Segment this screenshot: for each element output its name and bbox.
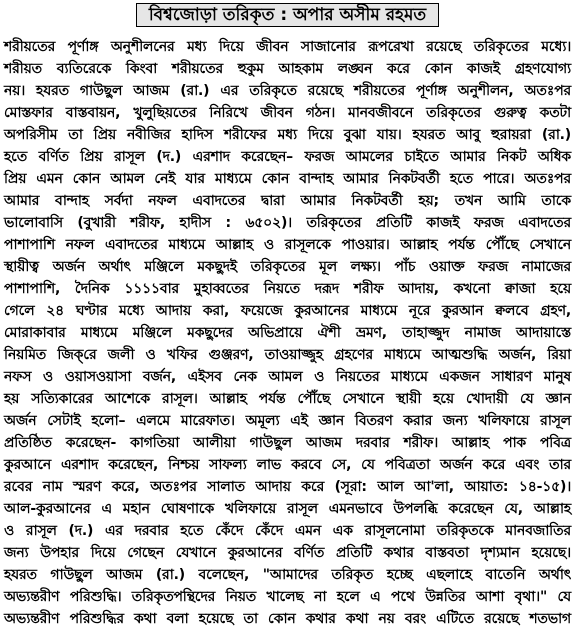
body-line: ও রাসূল (দ.) এর দরবার হতে কেঁদে কেঁদে এমন এক রাসূলনোমা তরিকৃতকে মানবজাতির [4, 523, 571, 539]
body-line: অভ্যন্তরীণ পরিশুদ্ধির কথা বলা হয়েছে তা কোন কথার কথা নয় বরং এটিতে রয়েছে শতভাগ [4, 611, 571, 627]
body-line: হতে বর্ণিত প্রিয় রাসূল (দ.) এরশাদ করেছেন– ফরজ আমলের চাইতে আমার নিকট অধিক [4, 149, 571, 165]
body-line: শরীয়ত ব্যতিরেকে কিংবা শরীয়তের হুকুম আহকাম লঙ্ঘন করে কোন কাজই গ্রহণযোগ্য [4, 61, 571, 77]
body-line: হযরত গাউছুল আজম (রা.) বলেছেন, "আমাদের তরিকৃত হচ্ছে এছলাহে বাতেনি অর্থাৎ [4, 567, 571, 583]
body-line: অভ্যন্তরীণ পরিশুদ্ধি। তরিকৃতপন্থিদের নিয়ত খালেছ না হলে এ পথে উন্নতির আশা বৃথা।" যে [4, 589, 571, 605]
body-line: শরীয়তের পূর্ণাঙ্গ অনুশীলনের মধ্য দিয়ে জীবন সাজানোর রূপরেখা রয়েছে তরিকৃতের মধ্যে। [4, 39, 571, 55]
headline: বিশ্বজোড়া তরিকৃত : অপার অসীম রহমত [136, 3, 439, 27]
body-line: মোরাকাবার মাধ্যমে মঞ্জিলে মকছুদের অভিপ্রায়ে ঐশী ভ্রমণ, তাহাজ্জুদ নামাজ আদায়াস্তে [4, 325, 571, 341]
body-line: নয়। হযরত গাউছুল আজম (রা.) এর তরিকৃতে রয়েছে শরীয়তের পূর্ণাঙ্গ অনুশীলন, অতঃপর [4, 83, 571, 99]
headline-container [0, 0, 575, 30]
body-line: আল-কুরআনের এ মহান ঘোষণাকে খলিফায়ে রাসূল এমনভাবে উপলব্ধি করেছেন যে, আল্লাহ [4, 501, 571, 517]
body-line: গেলে ২৪ ঘণ্টার মধ্যে আদায় করা, ফয়েজে কুরআনের মাধ্যমে নূরে কুরআন ক্বলবে গ্রহণ, [4, 303, 571, 319]
body-line: স্থায়ীত্ব অর্জন অর্থাৎ মঞ্জিলে মকছুদই তরিকৃতের মূল লক্ষ্য। পাঁচ ওয়াক্ত ফরজ নামাজের [4, 259, 571, 275]
body-line: প্রিয় এমন কোন আমল নেই যার মাধ্যমে কোন বান্দাহ আমার নিকটবর্তী হতে পারে। অতঃপর [4, 171, 571, 187]
body-line: নিয়মিত জিক্‌রে জলী ও খফির গুঞ্জরণ, তাওয়াজ্জুহ গ্রহণের মাধ্যমে আত্মশুদ্ধি অর্জন, রিয়া [4, 347, 571, 363]
body-line: পাশাপাশি নফল এবাদতের মাধ্যমে আল্লাহ ও রাসূলকে পাওয়ার। আল্লাহ পর্যন্ত পৌঁছে সেখানে [4, 237, 571, 253]
body-line: ভালোবাসি (বুখারী শরীফ, হাদীস : ৬৫০২)। তরিকৃতের প্রতিটি কাজই ফরজ এবাদতের [4, 215, 571, 231]
body-line: অর্জন সেটাই হলো– এলমে মারেফাত। অমূল্য এই জ্ঞান বিতরণ করার জন্য খলিফায়ে রাসূল [4, 413, 571, 429]
body-line: পাশাপাশি, দৈনিক ১১১১বার মুহাব্বতের নিয়তে দরূদ শরীফ আদায়, কখনো ক্বাজা হয়ে [4, 281, 571, 297]
body-line: আমার বান্দাহ সর্বদা নফল এবাদতের দ্বারা আমার নিকটবর্তী হয়; তখন আমি তাকে [4, 193, 571, 209]
body-line: নফস ও ওয়াসওয়াসা বর্জন, এইসব নেক আমল ও নিয়তের মাধ্যমে একজন সাধারণ মানুষ [4, 369, 571, 385]
body-line: রবের নাম স্মরণ করে, অতঃপর সালাত আদায় করে (সূরা: আল আ'লা, আয়াত: ১৪-১৫)। [4, 479, 571, 495]
body-line: হয় সত্যিকারের আশেকে রাসূল। আল্লাহ পর্যন্ত পৌঁছে সেখানে স্থায়ী হয়ে খোদায়ী যে জ্ঞান [4, 391, 571, 407]
body-line: মোস্তফার বাস্তবায়ন, খুলুছিয়তের নিরিখে জীবন গঠন। মানবজীবনে তরিকৃতের গুরুত্ব কতটা [4, 105, 571, 121]
body-line: কুরআনে এরশাদ করেছেন, নিশ্চয় সাফল্য লাভ করবে সে, যে পবিত্রতা অর্জন করে এবং তার [4, 457, 571, 473]
body-line: প্রতিষ্ঠিত করেছেন- কাগতিয়া আলীয়া গাউছুল আজম দরবার শরীফ। আল্লাহ পাক পবিত্র [4, 435, 571, 451]
article-body [4, 36, 571, 630]
body-line: অপরিসীম তা প্রিয় নবীজির হাদিস শরীফের মধ্য দিয়ে বুঝা যায়। হযরত আবু হুরায়রা (রা.) [4, 127, 571, 143]
body-line: জন্য উপহার দিয়ে গেছেন যেখানে কুরআনের বর্ণিত প্রতিটি কথার বাস্তবতা দৃশ্যমান হয়েছে। [4, 545, 571, 561]
